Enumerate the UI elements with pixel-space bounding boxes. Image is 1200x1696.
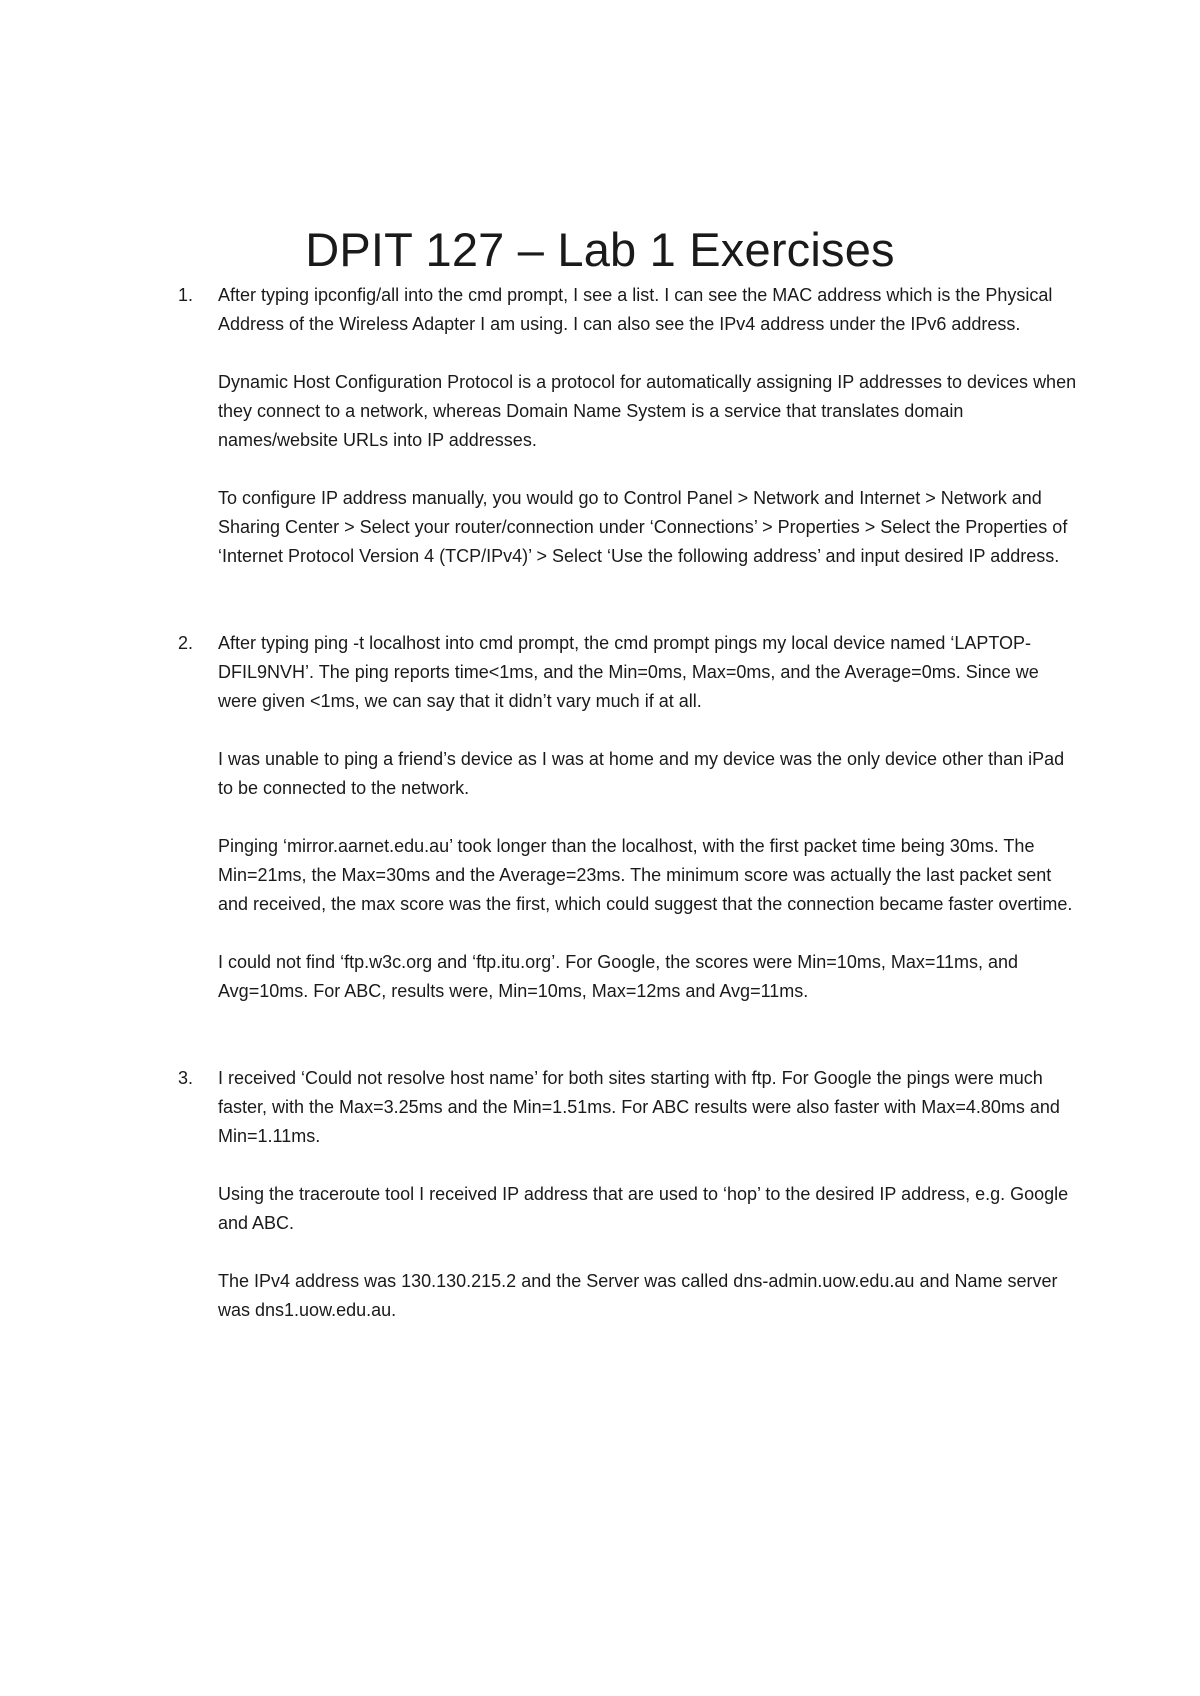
exercise-2-paragraph-4: I could not find ‘ftp.w3c.org and ‘ftp.itu.org’. For Google, the scores were Min=10ms, Max=11ms, and Avg=10ms. For ABC, results were, Min=10ms, Max=12ms and Avg=11ms.	[218, 952, 1019, 1001]
exercise-item-1	[178, 281, 1078, 571]
document-title: DPIT 127 – Lab 1 Exercises	[305, 223, 895, 276]
exercise-number: 1.	[178, 285, 194, 305]
exercise-number: 3.	[178, 1068, 194, 1088]
exercise-2-paragraph-1: After typing ping -t localhost into cmd prompt, the cmd prompt pings my local device named ‘LAPTOP-DFIL9NVH’. The ping reports time<1ms, and the Min=0ms, Max=0ms, and the Average=0ms. Since we were given <1ms, we can say that it didn’t vary much if at all.	[218, 633, 1039, 711]
exercise-3-paragraph-2: Using the traceroute tool I received IP address that are used to ‘hop’ to the desired IP address, e.g. Google and ABC.	[218, 1184, 1069, 1233]
exercise-item-3	[178, 1064, 1078, 1325]
exercise-2-paragraph-2: I was unable to ping a friend’s device as I was at home and my device was the only device other than iPad to be connected to the network.	[218, 749, 1065, 798]
exercise-list	[178, 281, 1078, 1325]
exercise-1-paragraph-2: Dynamic Host Configuration Protocol is a protocol for automatically assigning IP addresses to devices when they connect to a network, whereas Domain Name System is a service that translates domain names/website URLs into IP addresses.	[218, 372, 1077, 450]
exercise-1-paragraph-3: To configure IP address manually, you would go to Control Panel > Network and Internet > Network and Sharing Center > Select your router/connection under ‘Connections’ > Properties > Select the Properties of ‘Internet Protocol Version 4 (TCP/IPv4)’ > Select ‘Use the following address’ and input desired IP address.	[218, 488, 1068, 566]
exercise-number: 2.	[178, 633, 194, 653]
exercise-item-2	[178, 629, 1078, 1006]
exercise-3-paragraph-3: The IPv4 address was 130.130.215.2 and the Server was called dns-admin.uow.edu.au and Name server was dns1.uow.edu.au.	[218, 1271, 1058, 1320]
exercise-3-paragraph-1: I received ‘Could not resolve host name’ for both sites starting with ftp. For Google the pings were much faster, with the Max=3.25ms and the Min=1.51ms. For ABC results were also faster with Max=4.80ms and Min=1.11ms.	[218, 1068, 1060, 1146]
exercise-2-paragraph-3: Pinging ‘mirror.aarnet.edu.au’ took longer than the localhost, with the first packet time being 30ms. The Min=21ms, the Max=30ms and the Average=23ms. The minimum score was actually the last packet sent and received, the max score was the first, which could suggest that the connection became faster overtime.	[218, 836, 1073, 914]
exercise-1-paragraph-1: After typing ipconfig/all into the cmd prompt, I see a list. I can see the MAC address which is the Physical Address of the Wireless Adapter I am using. I can also see the IPv4 address under the IPv6 address.	[218, 285, 1053, 334]
